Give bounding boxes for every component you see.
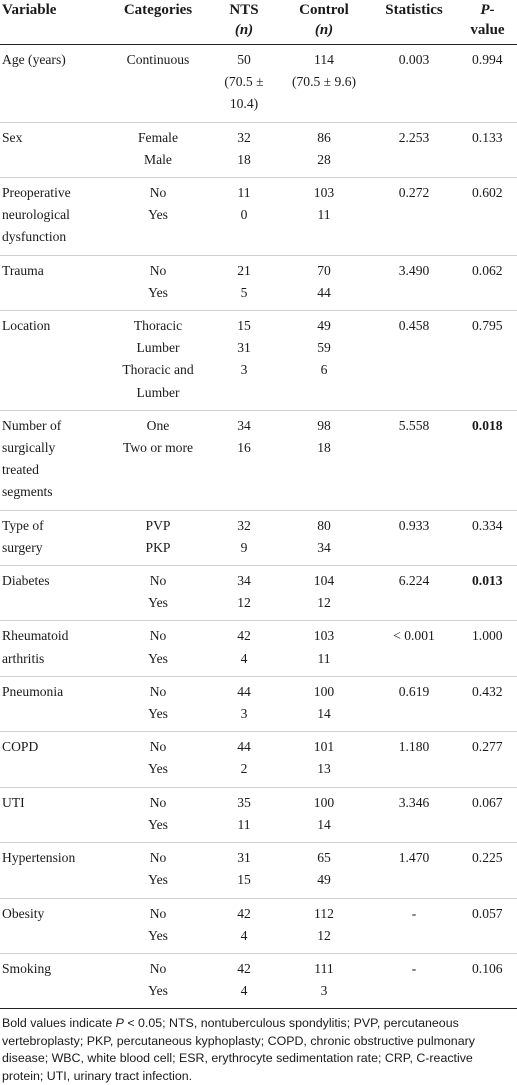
header-variable: Variable <box>2 2 57 18</box>
cell-control-line: 86 <box>317 129 331 145</box>
cell-categories-line: Yes <box>148 706 168 722</box>
cell-variable-line: Trauma <box>2 262 44 278</box>
footnote-rest: < 0.05; NTS, nontuberculous spondylitis; PVP, percutaneous vertebroplasty; PKP, percutaneous kyphoplasty; COPD, chronic obstructive pulmonary disease; WBC, white blood cell; ESR, erythrocyte sedimentation rate; CRP, C-reactive protein; UTI, urinary tract infection. <box>2 1016 475 1083</box>
cell-variable <box>0 621 106 676</box>
cell-categories-line: One <box>146 417 170 433</box>
cell-control-line: 18 <box>317 440 331 456</box>
cell-pvalue-value: 0.106 <box>472 960 503 976</box>
cell-pvalue-value: 0.994 <box>472 52 503 67</box>
table-row <box>0 311 517 411</box>
cell-categories <box>106 566 210 621</box>
cell-control-line: (70.5 ± 9.6) <box>291 74 357 90</box>
cell-control <box>278 178 370 256</box>
cell-nts-line: 15 <box>237 872 251 888</box>
cell-pvalue <box>458 122 517 177</box>
cell-variable <box>0 898 106 953</box>
cell-pvalue <box>458 676 517 731</box>
cell-control <box>278 122 370 177</box>
cell-nts-line: 3 <box>240 362 248 378</box>
cell-pvalue <box>458 566 517 621</box>
cell-control <box>278 255 370 310</box>
cell-control-line: 100 <box>313 683 335 699</box>
cell-pvalue-value: 0.062 <box>472 262 503 278</box>
cell-statistic <box>370 178 458 256</box>
cell-pvalue-value: 0.013 <box>472 573 503 589</box>
cell-nts-line: 34 <box>237 573 251 589</box>
cell-categories <box>106 122 210 177</box>
cell-nts-line: 2 <box>240 761 248 777</box>
cell-control-line: 59 <box>317 340 331 356</box>
cell-control <box>278 410 370 510</box>
cell-nts-line: 32 <box>237 517 251 533</box>
cell-variable-line: surgery <box>2 539 43 555</box>
cell-pvalue-value: 0.067 <box>472 794 503 810</box>
cell-nts <box>210 255 278 310</box>
cell-control-line: 103 <box>313 628 335 644</box>
cell-statistic <box>370 255 458 310</box>
cell-statistic-value: 1.180 <box>398 739 430 755</box>
cell-categories-line: No <box>149 262 167 278</box>
cell-control-line: 98 <box>317 417 331 433</box>
cell-statistic-value: 2.253 <box>398 129 430 145</box>
cell-categories <box>106 410 210 510</box>
cell-nts-line: 3 <box>240 706 248 722</box>
cell-categories-line: No <box>149 960 167 976</box>
cell-variable <box>0 178 106 256</box>
cell-pvalue <box>458 843 517 898</box>
table-row <box>0 843 517 898</box>
cell-variable <box>0 676 106 731</box>
cell-nts-line: 42 <box>237 905 251 921</box>
cell-categories-line: Yes <box>148 983 168 999</box>
cell-categories <box>106 787 210 842</box>
cell-statistic-value: < 0.001 <box>393 628 435 644</box>
table-footnote <box>0 1009 517 1085</box>
cell-statistic <box>370 510 458 565</box>
cell-control <box>278 843 370 898</box>
table-row <box>0 122 517 177</box>
header-nts <box>210 0 278 45</box>
table-row <box>0 566 517 621</box>
cell-variable <box>0 510 106 565</box>
cell-nts <box>210 953 278 1008</box>
cell-statistic-value: 6.224 <box>398 573 430 589</box>
cell-categories <box>106 843 210 898</box>
cell-categories-line: Yes <box>148 872 168 888</box>
cell-variable-line: segments <box>2 484 53 500</box>
cell-variable <box>0 122 106 177</box>
cell-variable <box>0 45 106 123</box>
cell-nts <box>210 122 278 177</box>
cell-pvalue-value: 0.602 <box>472 185 503 201</box>
cell-control-line: 49 <box>317 872 331 888</box>
cell-variable-line: UTI <box>2 794 25 810</box>
cell-pvalue-value: 1.000 <box>472 628 503 644</box>
cell-nts-line: 12 <box>237 595 251 611</box>
header-categories: Categories <box>123 2 193 18</box>
cell-control-line: 12 <box>317 595 331 611</box>
cell-statistic-value: - <box>411 960 417 976</box>
cell-categories <box>106 510 210 565</box>
cell-statistic-value: 3.346 <box>398 794 430 810</box>
cell-control <box>278 566 370 621</box>
cell-statistic <box>370 953 458 1008</box>
cell-variable-line: Diabetes <box>2 573 50 589</box>
cell-nts-line: 31 <box>237 850 251 866</box>
cell-control <box>278 787 370 842</box>
cell-statistic-value: 1.470 <box>398 850 430 866</box>
cell-pvalue-value: 0.277 <box>472 739 503 755</box>
cell-nts <box>210 566 278 621</box>
cell-nts-line: 35 <box>237 794 251 810</box>
table-row <box>0 45 517 123</box>
cell-categories-line: Continuous <box>126 52 190 67</box>
cell-categories-line: No <box>149 628 167 644</box>
cell-variable-line: Preoperative <box>2 185 71 201</box>
cell-variable <box>0 787 106 842</box>
cell-categories-line: No <box>149 905 167 921</box>
cell-pvalue <box>458 621 517 676</box>
cell-variable-line: Sex <box>2 129 23 145</box>
cell-variable <box>0 566 106 621</box>
cell-nts-line: 4 <box>240 927 248 943</box>
cell-statistic-value: 0.933 <box>398 517 430 533</box>
cell-statistic <box>370 410 458 510</box>
cell-statistic <box>370 676 458 731</box>
cell-nts <box>210 787 278 842</box>
cell-control-line: 6 <box>320 362 328 378</box>
cell-categories-line: Female <box>137 129 178 145</box>
cell-categories-line: No <box>149 683 167 699</box>
cell-control <box>278 732 370 787</box>
cell-variable-line: Number of <box>2 417 62 433</box>
header-nts-sub: (n) <box>234 22 254 38</box>
cell-categories-line: No <box>149 850 167 866</box>
cell-control-line: 12 <box>317 927 331 943</box>
cell-statistic-value: 3.490 <box>398 262 430 278</box>
cell-pvalue <box>458 255 517 310</box>
cell-control-line: 103 <box>313 185 335 201</box>
cell-categories-line: Yes <box>148 650 168 666</box>
cell-pvalue <box>458 410 517 510</box>
cell-pvalue-value: 0.225 <box>472 850 503 866</box>
cell-variable <box>0 843 106 898</box>
cell-nts-line: 11 <box>237 185 251 201</box>
cell-pvalue-value: 0.432 <box>472 683 503 699</box>
cell-nts-line: 44 <box>237 683 251 699</box>
cell-pvalue <box>458 732 517 787</box>
cell-categories-line: Yes <box>148 816 168 832</box>
cell-categories-line: Yes <box>148 927 168 943</box>
cell-variable-line: Type of <box>2 517 44 533</box>
cell-control <box>278 898 370 953</box>
cell-control-line: 111 <box>314 960 334 976</box>
cell-categories <box>106 45 210 123</box>
cell-variable-line: Age (years) <box>2 52 66 67</box>
table-row <box>0 676 517 731</box>
cell-pvalue <box>458 787 517 842</box>
cell-variable-line: surgically <box>2 440 56 456</box>
cell-statistic-value: 5.558 <box>398 417 430 433</box>
cell-pvalue-value: 0.795 <box>472 318 503 334</box>
cell-control-line: 80 <box>317 517 331 533</box>
cell-pvalue <box>458 45 517 123</box>
cell-pvalue <box>458 898 517 953</box>
header-statistics: Statistics <box>385 2 443 18</box>
cell-variable-line: treated <box>2 462 39 478</box>
cell-statistic-value: 0.003 <box>398 52 430 67</box>
cell-pvalue-value: 0.018 <box>472 417 503 433</box>
cell-control-line: 14 <box>317 816 331 832</box>
cell-control-line: 49 <box>317 318 331 334</box>
table-row <box>0 787 517 842</box>
cell-statistic-value: 0.272 <box>398 185 430 201</box>
cell-variable <box>0 311 106 411</box>
header-pvalue-line1: P- <box>480 2 495 18</box>
table-row <box>0 621 517 676</box>
cell-variable-line: Location <box>2 318 51 334</box>
table-header <box>0 0 517 45</box>
cell-nts <box>210 45 278 123</box>
cell-statistic <box>370 787 458 842</box>
cell-categories <box>106 732 210 787</box>
table-body <box>0 45 517 1009</box>
cell-control <box>278 311 370 411</box>
cell-control <box>278 676 370 731</box>
cell-nts-line: 15 <box>237 318 251 334</box>
cell-variable <box>0 953 106 1008</box>
table-row <box>0 898 517 953</box>
cell-variable-line: Pneumonia <box>2 683 64 699</box>
cell-statistic-value: 0.619 <box>398 683 430 699</box>
cell-pvalue <box>458 311 517 411</box>
cell-categories <box>106 178 210 256</box>
header-control-label: Control <box>299 2 349 18</box>
cell-nts <box>210 178 278 256</box>
cell-variable-line: Obesity <box>2 905 45 921</box>
cell-control-line: 34 <box>317 539 331 555</box>
cell-control-line: 28 <box>317 151 331 167</box>
cell-control-line: 114 <box>314 52 334 67</box>
cell-variable-line: Smoking <box>2 960 52 976</box>
cell-nts <box>210 676 278 731</box>
table-row <box>0 178 517 256</box>
cell-categories-line: Lumber <box>136 340 180 356</box>
cell-nts-line: 9 <box>240 539 248 555</box>
cell-control-line: 11 <box>317 650 331 666</box>
cell-nts-line: 18 <box>237 151 251 167</box>
cell-statistic <box>370 732 458 787</box>
cell-nts-line: 42 <box>237 628 251 644</box>
cell-nts <box>210 898 278 953</box>
header-control <box>278 0 370 45</box>
table-row <box>0 510 517 565</box>
cell-nts-line: 31 <box>237 340 251 356</box>
cell-control <box>278 621 370 676</box>
table-row <box>0 255 517 310</box>
cell-categories <box>106 953 210 1008</box>
cell-pvalue-value: 0.334 <box>472 517 503 533</box>
cell-categories-line: No <box>149 185 167 201</box>
cell-categories-line: Thoracic <box>133 318 183 334</box>
cell-categories-line: Yes <box>148 207 168 223</box>
cell-categories-line: PKP <box>145 539 171 555</box>
table-row <box>0 953 517 1008</box>
cell-nts <box>210 410 278 510</box>
cell-control-line: 104 <box>313 573 335 589</box>
cell-pvalue-value: 0.133 <box>472 129 503 145</box>
cell-statistic <box>370 843 458 898</box>
cell-nts <box>210 621 278 676</box>
cell-categories <box>106 311 210 411</box>
cell-statistic-value: - <box>411 905 417 921</box>
cell-control-line: 112 <box>314 905 334 921</box>
cell-control-line: 100 <box>313 794 335 810</box>
cell-variable-line: Rheumatoid <box>2 628 69 644</box>
cell-categories-line: Yes <box>148 595 168 611</box>
cell-categories-line: Two or more <box>122 440 194 456</box>
cell-nts-line: 10.4) <box>229 96 259 112</box>
cell-variable-line: arthritis <box>2 650 45 666</box>
cell-variable-line: dysfunction <box>2 229 67 245</box>
cell-control <box>278 45 370 123</box>
cell-categories <box>106 676 210 731</box>
header-pvalue <box>458 0 517 45</box>
cell-control-line: 14 <box>317 706 331 722</box>
header-control-sub: (n) <box>314 22 334 38</box>
cell-control-line: 65 <box>317 850 331 866</box>
cell-control <box>278 510 370 565</box>
cell-variable <box>0 255 106 310</box>
cell-variable-line: Hypertension <box>2 850 76 866</box>
cell-categories-line: Yes <box>148 761 168 777</box>
cell-nts-line: 32 <box>237 129 251 145</box>
cell-nts-line: 4 <box>240 983 248 999</box>
cell-categories <box>106 255 210 310</box>
cell-control-line: 101 <box>313 739 335 755</box>
cell-nts <box>210 843 278 898</box>
cell-statistic <box>370 311 458 411</box>
table-row <box>0 732 517 787</box>
cell-nts <box>210 510 278 565</box>
cell-nts-line: 16 <box>237 440 251 456</box>
cell-variable <box>0 732 106 787</box>
cell-control-line: 11 <box>317 207 331 223</box>
cell-nts-line: 21 <box>237 262 251 278</box>
table-row <box>0 410 517 510</box>
cell-control-line: 70 <box>317 262 331 278</box>
cell-nts-line: 11 <box>237 816 251 832</box>
cell-categories-line: PVP <box>145 517 171 533</box>
cell-statistic <box>370 566 458 621</box>
cell-nts-line: 5 <box>240 284 248 300</box>
cell-pvalue <box>458 510 517 565</box>
cell-nts-line: 42 <box>237 960 251 976</box>
cell-variable <box>0 410 106 510</box>
cell-variable-line: COPD <box>2 739 39 755</box>
cell-statistic <box>370 898 458 953</box>
cell-nts-line: 34 <box>237 417 251 433</box>
cell-statistic <box>370 122 458 177</box>
cell-control <box>278 953 370 1008</box>
cell-pvalue <box>458 178 517 256</box>
cell-categories <box>106 621 210 676</box>
cell-control-line: 3 <box>320 983 328 999</box>
cell-nts <box>210 311 278 411</box>
cell-categories-line: Lumber <box>136 384 180 400</box>
cell-control-line: 13 <box>317 761 331 777</box>
cell-variable-line: neurological <box>2 207 70 223</box>
cell-categories-line: No <box>149 573 167 589</box>
cell-nts-line: 4 <box>240 650 248 666</box>
cell-control-line: 44 <box>317 284 331 300</box>
cell-pvalue <box>458 953 517 1008</box>
cell-categories <box>106 898 210 953</box>
cell-statistic <box>370 45 458 123</box>
cell-statistic <box>370 621 458 676</box>
cell-categories-line: No <box>149 739 167 755</box>
cell-nts-line: 0 <box>240 207 248 223</box>
cell-statistic-value: 0.458 <box>398 318 430 334</box>
cell-nts-line: (70.5 ± <box>224 74 264 90</box>
cell-categories-line: No <box>149 794 167 810</box>
header-nts-label: NTS <box>229 2 259 18</box>
cell-categories-line: Yes <box>148 284 168 300</box>
footnote-p-symbol: P <box>115 1016 124 1031</box>
cell-nts <box>210 732 278 787</box>
cell-categories-line: Male <box>144 151 172 167</box>
cell-pvalue-value: 0.057 <box>472 905 503 921</box>
header-pvalue-line2: value <box>470 22 505 38</box>
footnote-prefix: Bold values indicate <box>2 1016 116 1031</box>
cell-nts-line: 44 <box>237 739 251 755</box>
cell-categories-line: Thoracic and <box>122 362 194 378</box>
cell-nts-line: 50 <box>237 52 251 67</box>
